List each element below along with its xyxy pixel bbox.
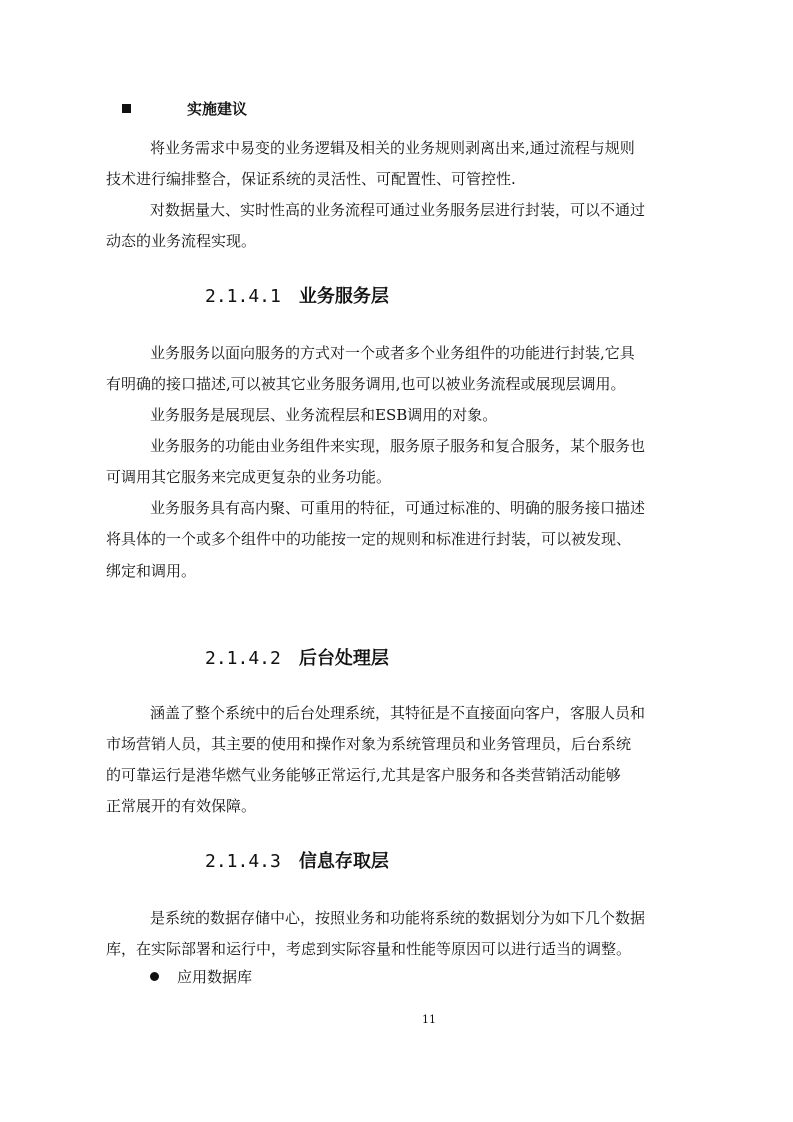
- page-number: 11: [422, 1013, 436, 1026]
- paragraph-line: 技术进行编排整合，保证系统的灵活性、可配置性、可管控性.: [106, 170, 516, 188]
- paragraph-line: 库，在实际部署和运行中，考虑到实际容量和性能等原因可以进行适当的调整。: [106, 940, 632, 958]
- paragraph-line: 市场营销人员，其主要的使用和操作对象为系统管理员和业务管理员，后台系统: [106, 735, 632, 753]
- paragraph-line: 业务服务具有高内聚、可重用的特征，可通过标准的、明确的服务接口描述: [150, 499, 646, 517]
- heading-number: 2.1.4.3: [205, 851, 281, 872]
- paragraph-line: 将业务需求中易变的业务逻辑及相关的业务规则剥离出来,通过流程与规则: [150, 139, 635, 157]
- paragraph-line: 对数据量大、实时性高的业务流程可通过业务服务层进行封装，可以不通过: [150, 201, 646, 219]
- paragraph-line: 业务服务的功能由业务组件来实现，服务原子服务和复合服务，某个服务也: [150, 437, 646, 455]
- heading-2-1-4-1: [205, 286, 389, 308]
- bullet-item-label: 应用数据库: [177, 968, 253, 986]
- paragraph-line: 涵盖了整个系统中的后台处理系统，其特征是不直接面向客户，客服人员和: [150, 704, 646, 722]
- paragraph-line: 的可靠运行是港华燃气业务能够正常运行,尤其是客户服务和各类营销活动能够: [106, 766, 621, 784]
- section-title: 实施建议: [187, 100, 248, 118]
- square-bullet-icon: [122, 104, 131, 113]
- heading-2-1-4-3: [205, 851, 389, 873]
- paragraph-line: 是系统的数据存储中心，按照业务和功能将系统的数据划分为如下几个数据: [150, 909, 646, 927]
- heading-number: 2.1.4.2: [205, 648, 281, 669]
- paragraph-line: 业务服务是展现层、业务流程层和ESB调用的对象。: [150, 406, 498, 424]
- heading-title: 信息存取层: [298, 851, 389, 872]
- paragraph-line: 有明确的接口描述,可以被其它业务服务调用,也可以被业务流程或展现层调用。: [106, 375, 626, 393]
- paragraph-line: 业务服务以面向服务的方式对一个或者多个业务组件的功能进行封装,它具: [150, 344, 635, 362]
- paragraph-line: 动态的业务流程实现。: [106, 232, 257, 250]
- circle-bullet-icon: [150, 972, 159, 981]
- paragraph-line: 将具体的一个或多个组件中的功能按一定的规则和标准进行封装，可以被发现、: [106, 530, 632, 548]
- heading-title: 后台处理层: [298, 648, 389, 669]
- heading-number: 2.1.4.1: [205, 286, 281, 307]
- paragraph-line: 可调用其它服务来完成更复杂的业务功能。: [106, 468, 392, 486]
- paragraph-line: 绑定和调用。: [106, 562, 197, 580]
- paragraph-line: 正常展开的有效保障。: [106, 797, 257, 815]
- heading-2-1-4-2: [205, 648, 389, 670]
- heading-title: 业务服务层: [298, 286, 389, 307]
